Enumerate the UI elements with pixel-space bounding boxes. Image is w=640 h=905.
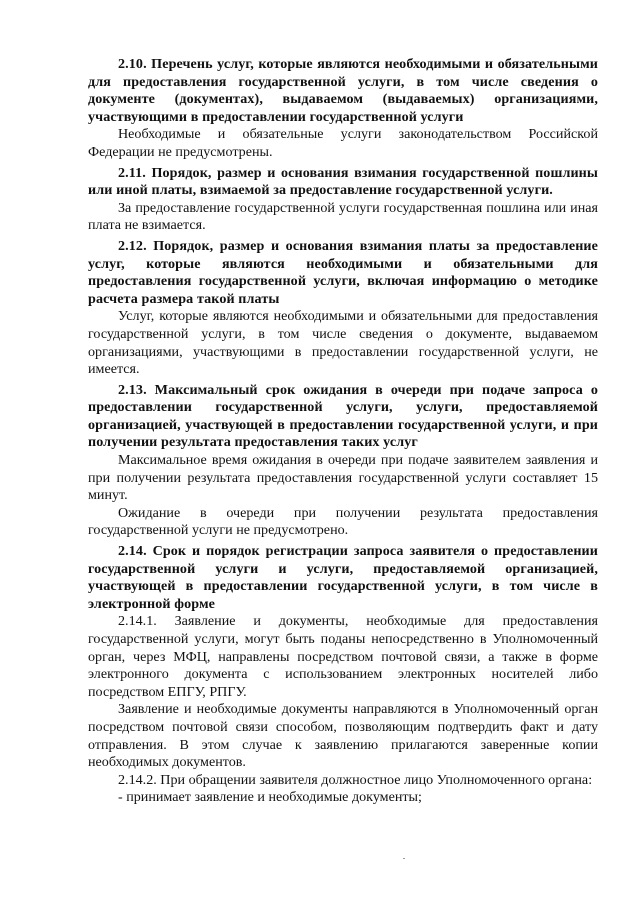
section-heading-2-14: 2.14. Срок и порядок регистрации запроса заявителя о предоставлении государственной услуги и услуги, предоставляемой организацией, участвующей в предоставлении государственной услуги, в том числе в электронной форме [88,543,598,612]
list-item: - принимает заявление и необходимые документы; [118,789,422,806]
section-paragraph-2-14-1: 2.14.1. Заявление и документы, необходимые для предоставления государственной услуги, могут быть поданы непосредственно в Уполномоченный орган, через МФЦ, направлены посредством почтовой связи, а также в форме электронного документа с использованием электронных носителей либо посредством ЕПГУ, РПГУ. [88,613,598,700]
document-body [88,56,598,807]
section-heading-2-11: 2.11. Порядок, размер и основания взимания государственной пошлины или иной платы, взимаемой за предоставление государственной услуги. [88,164,598,199]
section-heading-2-10: 2.10. Перечень услуг, которые являются необходимыми и обязательными для предоставления государственной услуги, в том числе сведения о документе (документах), выдаваемом (выдаваемых) организациями, участвующими в предоставлении государственной услуги [88,56,598,125]
section-paragraph-2-11-1: За предоставление государственной услуги государственная пошлина или иная плата не взимается. [88,199,598,234]
section-heading-2-12: 2.12. Порядок, размер и основания взимания платы за предоставление услуг, которые являются необходимыми и обязательными для предоставления государственной услуги, включая информацию о методике расчета размера такой платы [88,237,598,307]
section-paragraph-2-14-2: Заявление и необходимые документы направляются в Уполномоченный орган посредством почтовой связи способом, позволяющим подтвердить факт и дату отправления. В этом случае к заявлению прилагаются заверенные копии необходимых документов. [88,701,598,771]
section-paragraph-2-10-1: Необходимые и обязательные услуги законодательством Российской Федерации не предусмотрены. [88,126,598,160]
section-paragraph-2-12-1: Услуг, которые являются необходимыми и обязательными для предоставления государственной услуги, в том числе сведения о документе, выдаваемом организациями, участвующими в предоставлении государственной услуги, не имеется. [88,308,598,378]
section-paragraph-2-13-2: Ожидание в очереди при получении результата предоставления государственной услуги не предусмотрено. [88,504,598,539]
scan-dot [403,858,405,859]
section-heading-2-13: 2.13. Максимальный срок ожидания в очереди при подаче запроса о предоставлении государственной услуги, услуги, предоставляемой организацией, участвующей в предоставлении государственной услуги, и при получении результата предоставления таких услуг [88,381,598,451]
section-paragraph-2-14-3: 2.14.2. При обращении заявителя должностное лицо Уполномоченного органа: [118,771,593,788]
section-paragraph-2-13-1: Максимальное время ожидания в очереди при подаче заявителем заявления и при получении результата предоставления государственной услуги составляет 15 минут. [88,452,598,504]
